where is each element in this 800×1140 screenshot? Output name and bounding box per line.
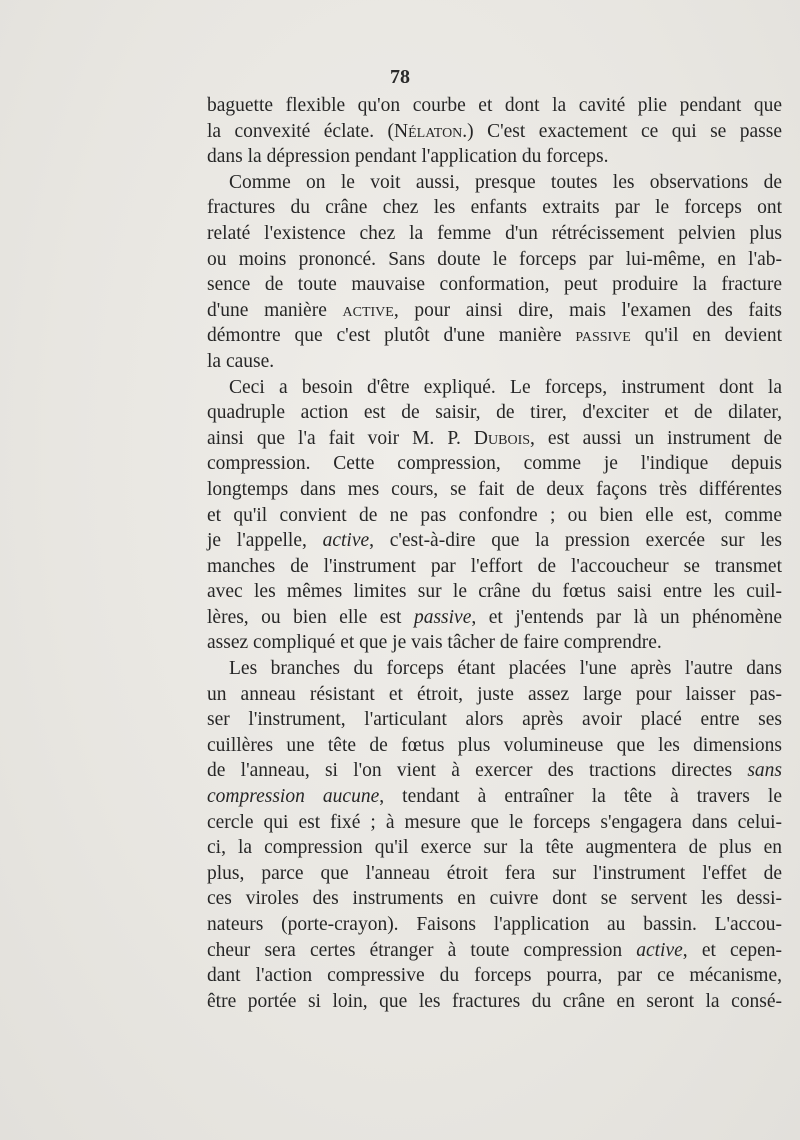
page-number: 78 (390, 66, 410, 88)
text-segment: assez compliqué et que je vais tâcher de faire comprendre. (207, 632, 662, 654)
text-line (207, 528, 782, 554)
text-segment: fractures du crâne chez les enfants extraits par le forceps ont (207, 197, 782, 219)
text-line (207, 93, 782, 119)
text-line (207, 733, 782, 759)
text-segment: , et j'entends par là un phénomène (471, 606, 782, 628)
text-segment: ci, la compression qu'il exerce sur la tête augmentera de plus en (207, 837, 782, 859)
italic-emphasis: compression aucune (207, 786, 380, 808)
text-segment: et qu'il convient de ne pas confondre ; ou bien elle est, comme (207, 504, 782, 526)
text-line (207, 119, 782, 145)
text-segment: ces viroles des instruments en cuivre dont se servent les dessi- (207, 888, 782, 910)
text-segment: la cause. (207, 350, 275, 372)
text-line (207, 477, 782, 503)
italic-emphasis: active (636, 939, 683, 961)
text-segment: cheur sera certes étranger à toute compression (207, 939, 637, 961)
italic-emphasis: passive (413, 606, 472, 628)
text-line (207, 810, 782, 836)
text-segment: manches de l'instrument par l'effort de l'accoucheur se transmet (207, 555, 782, 577)
text-line (207, 503, 782, 529)
italic-emphasis: active (322, 530, 370, 552)
body-text (207, 93, 782, 1014)
text-segment: nateurs (porte-crayon). Faisons l'application au bassin. L'accou- (207, 914, 782, 935)
text-segment: , est aussi un instrument de (530, 427, 782, 449)
text-line (207, 682, 782, 708)
text-segment: , tendant à entraîner la tête à travers le (379, 786, 782, 808)
text-segment: sence de toute mauvaise conformation, peut produire la fracture (207, 274, 782, 296)
text-segment: longtemps dans mes cours, se fait de deux façons très différentes (207, 478, 782, 500)
text-line (207, 144, 782, 170)
text-line (207, 989, 782, 1015)
text-line (207, 630, 782, 656)
text-segment: être portée si loin, que les fractures du crâne en seront la consé- (207, 990, 782, 1012)
small-caps-name: Dubois (473, 427, 531, 449)
text-line (207, 272, 782, 298)
text-segment: Ceci a besoin d'être expliqué. Le forceps, instrument dont la (229, 376, 782, 398)
text-segment: quadruple action est de saisir, de tirer, d'exciter et de dilater, (207, 402, 782, 424)
small-caps-name: active (342, 299, 394, 321)
text-line (207, 835, 782, 861)
small-caps-name: passive (575, 325, 631, 347)
text-line (207, 784, 782, 810)
small-caps-name: Nélaton (394, 120, 463, 142)
text-line (207, 579, 782, 605)
text-line (207, 886, 782, 912)
text-segment: lères, ou bien elle est (207, 606, 414, 628)
text-line (207, 963, 782, 989)
text-line (207, 375, 782, 401)
text-segment: qu'il en devient (630, 325, 783, 347)
text-segment: ou moins prononcé. Sans doute le forceps par lui-même, en l'ab- (207, 248, 782, 270)
text-line (207, 758, 782, 784)
text-line (207, 298, 782, 324)
text-line (207, 323, 782, 349)
text-line (207, 221, 782, 247)
text-segment: cuillères une tête de fœtus plus volumineuse que les dimensions (207, 734, 782, 756)
text-segment: compression. Cette compression, comme je l'indique depuis (207, 453, 782, 475)
text-segment: d'une manière (207, 299, 343, 321)
text-segment: de l'anneau, si l'on vient à exercer des tractions directes (207, 760, 748, 782)
text-segment: baguette flexible qu'on courbe et dont la cavité plie pendant que (207, 95, 782, 116)
text-segment: relaté l'existence chez la femme d'un rétrécissement pelvien plus (207, 222, 782, 244)
text-line (207, 195, 782, 221)
text-segment: ser l'instrument, l'articulant alors après avoir placé entre ses (207, 709, 782, 731)
text-segment: démontre que c'est plutôt d'une manière (207, 325, 576, 347)
text-line (207, 349, 782, 375)
text-line (207, 170, 782, 196)
text-segment: , pour ainsi dire, mais l'examen des faits (393, 299, 782, 321)
text-line (207, 247, 782, 273)
text-segment: .) C'est exactement ce qui se passe (462, 120, 782, 142)
text-segment: dant l'action compressive du forceps pourra, par ce mécanisme, (207, 965, 782, 987)
italic-emphasis: sans (747, 760, 782, 782)
text-segment: la convexité éclate. ( (207, 120, 395, 142)
text-segment: , et cepen- (682, 939, 782, 961)
text-line (207, 605, 782, 631)
text-segment: avec les mêmes limites sur le crâne du fœtus saisi entre les cuil- (207, 581, 782, 603)
text-segment: un anneau résistant et étroit, juste assez large pour laisser pas- (207, 683, 782, 705)
text-line (207, 707, 782, 733)
text-segment: dans la dépression pendant l'application du forceps. (207, 146, 609, 168)
text-line (207, 451, 782, 477)
text-segment: Les branches du forceps étant placées l'une après l'autre dans (229, 658, 782, 680)
text-segment: je l'appelle, (207, 530, 323, 552)
text-line (207, 426, 782, 452)
text-line (207, 861, 782, 887)
text-line (207, 656, 782, 682)
text-line (207, 400, 782, 426)
text-segment: ainsi que l'a fait voir M. P. (207, 427, 474, 449)
text-segment: cercle qui est fixé ; à mesure que le forceps s'engagera dans celui- (207, 811, 782, 833)
text-segment: plus, parce que l'anneau étroit fera sur l'instrument l'effet de (207, 862, 782, 884)
text-segment: , c'est-à-dire que la pression exercée sur les (369, 530, 782, 552)
text-line (207, 938, 782, 964)
text-line (207, 912, 782, 938)
text-line (207, 554, 782, 580)
text-segment: Comme on le voit aussi, presque toutes les observations de (229, 171, 782, 193)
